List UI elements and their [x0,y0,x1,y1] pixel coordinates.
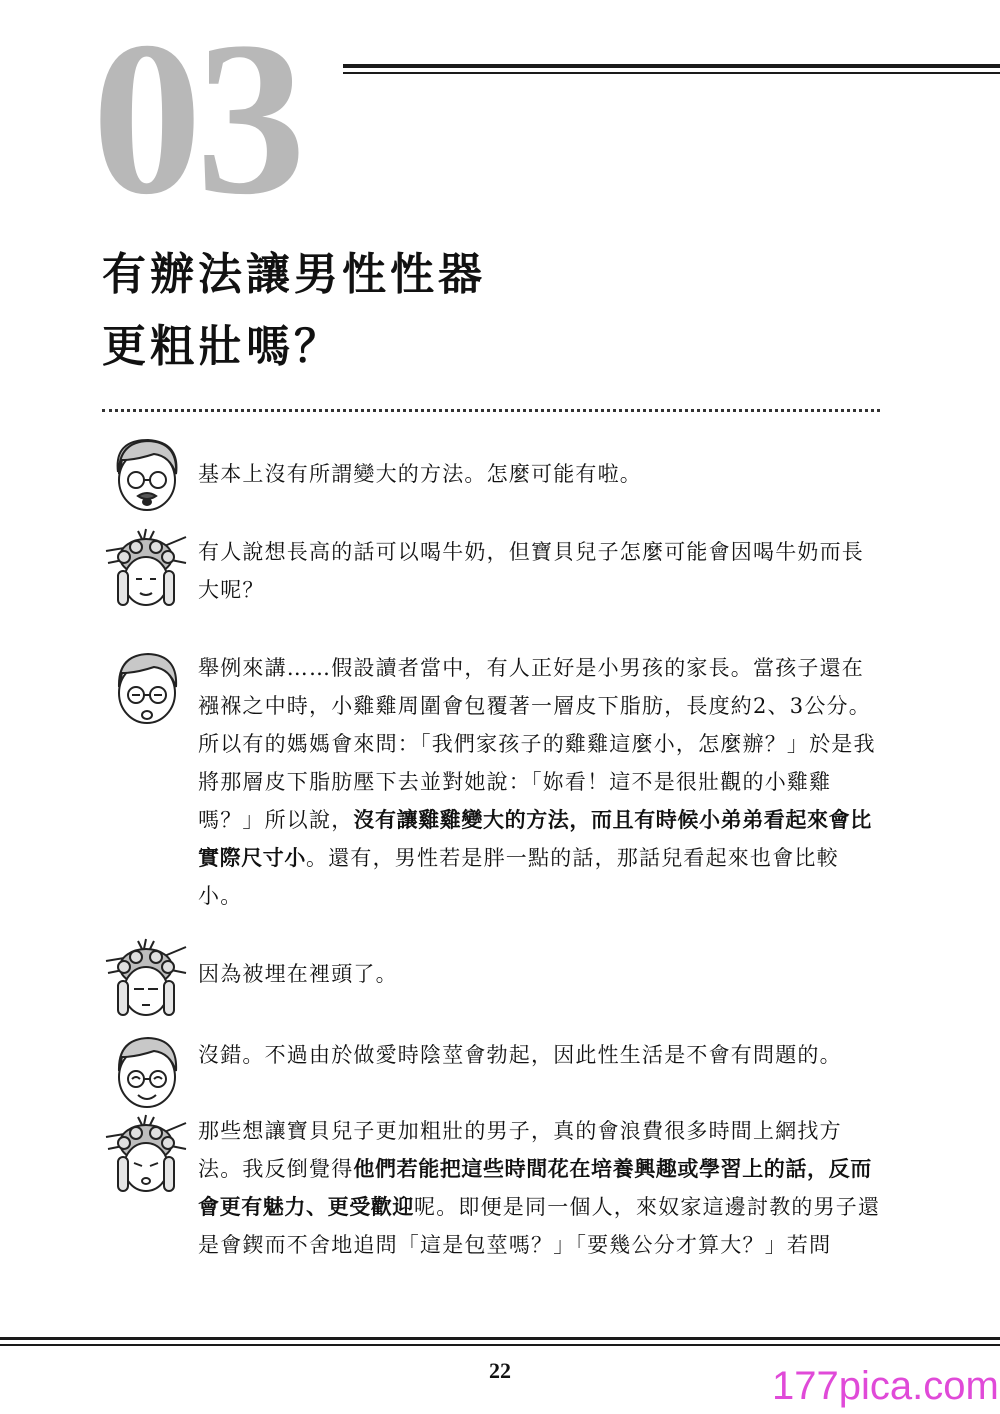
dialog-4-text [198,955,882,993]
watermark: 177pica.com [772,1364,999,1408]
dotted-divider [102,409,880,412]
body-text: 因為被埋在裡頭了。 [198,962,398,986]
header-rule-thin [343,72,1000,74]
dialog-1-text [198,455,882,493]
emphasis-text: 沒有讓雞雞變大的方法，而且有時候小弟弟看起來會比實際尺寸小 [198,808,872,870]
dialog-5 [198,1036,882,1074]
body-text: 那些想讓寶貝兒子更加粗壯的男子，真的會浪費很多時間上網找方法。我反倒覺得 [198,1119,842,1181]
emphasis-text: 他們若能把這些時間花在培養興趣或學習上的話，反而會更有魅力、更受歡迎 [198,1157,872,1219]
body-text: 基本上沒有所謂變大的方法。怎麼可能有啦。 [198,462,642,486]
body-text: 舉例來講……假設讀者當中，有人正好是小男孩的家長。當孩子還在襁褓之中時，小雞雞周圍會包覆著一層皮下脂肪，長度約2、3公分。所以有的媽媽會來問：「我們家孩子的雞雞這麼小，怎麼辦？」於是我將那層皮下脂肪壓下去並對她說：「妳看！這不是很壯觀的小雞雞嗎？」所以說， [198,656,876,832]
woman-avatar-icon [104,937,188,1021]
dialog-3 [198,649,882,915]
body-text: 。還有，男性若是胖一點的話，那話兒看起來也會比較小。 [198,846,839,908]
woman-avatar-icon [104,1113,188,1197]
dialog-1 [198,455,882,493]
dialog-6 [198,1112,882,1264]
dialog-6-text [198,1112,882,1264]
woman-avatar-icon [104,527,188,611]
chapter-title-line2: 更粗壯嗎？ [102,321,342,372]
doctor-avatar-icon [104,1029,188,1113]
body-text: 呢。即便是同一個人，來奴家這邊討教的男子還是會鍥而不舍地追問「這是包莖嗎？」「要幾公分才算大？」若問 [198,1195,881,1257]
body-text: 有人說想長高的話可以喝牛奶，但寶貝兒子怎麼可能會因喝牛奶而長大呢？ [198,540,864,602]
dialog-2 [198,533,882,609]
doctor-avatar-icon [104,432,188,516]
header-rule-thick [343,64,1000,68]
page-number: 22 [489,1358,511,1383]
chapter-title-line1: 有辦法讓男性性器 [102,249,486,300]
doctor-avatar-icon [104,645,188,729]
body-text: 沒錯。不過由於做愛時陰莖會勃起，因此性生活是不會有問題的。 [198,1043,842,1067]
chapter-number: 03 [92,0,300,240]
dialog-2-text [198,533,882,609]
footer-rule-thick [0,1337,1000,1340]
dialog-5-text [198,1036,882,1074]
dialog-3-text [198,649,882,915]
footer-rule-thin [0,1344,1000,1346]
dialog-4 [198,955,882,993]
